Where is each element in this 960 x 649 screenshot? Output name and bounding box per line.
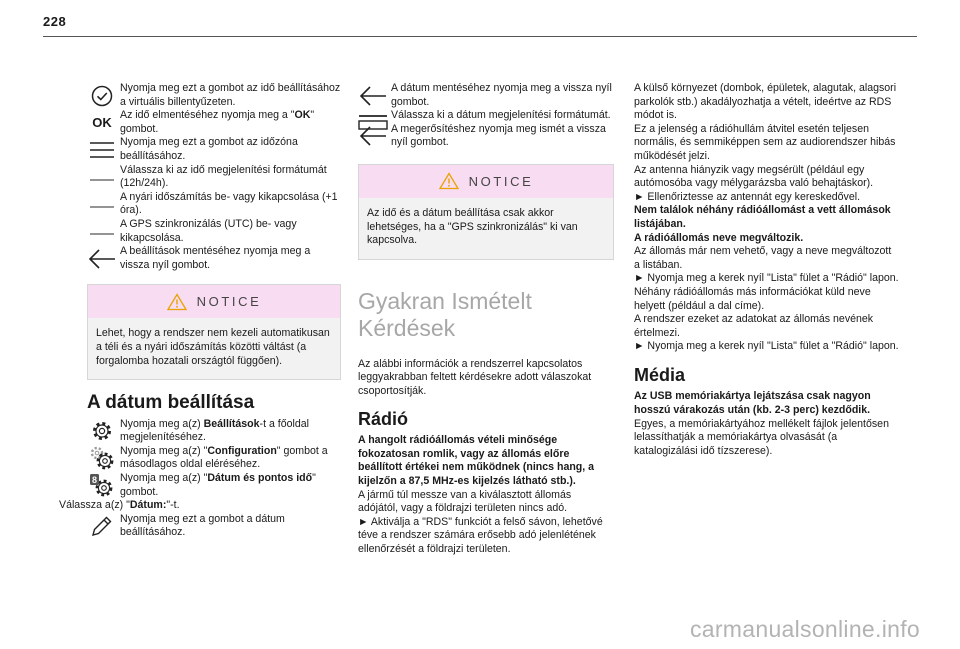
notice-text: Az idő és a dátum beállítása csak akkor lehetséges, ha a "GPS szinkronizálás" ki van kapcsolva. (367, 206, 578, 247)
media-question: Az USB memóriakártya lejátszása csak nagyon hosszú várakozás után (kb. 2-3 perc) kezdődik. (634, 390, 871, 417)
back-arrow-icon (358, 82, 388, 109)
instruction-text: Nyomja meg ezt a gombot az időzóna beállításához. (120, 136, 298, 162)
step-row (87, 418, 341, 445)
back-arrow-icon (87, 245, 117, 272)
column-2 (358, 82, 614, 556)
step-text: Nyomja meg ezt a gombot a dátum beállításához. (120, 512, 285, 539)
watermark[interactable]: carmanualsonline.info (689, 616, 920, 642)
instruction-text: Nyomja meg ezt a gombot az idő beállításához a virtuális billentyűzeten. (120, 82, 341, 108)
svg-text:8: 8 (91, 474, 98, 485)
paragraph: Néhány rádióállomás más információkat küld neve helyett (például a dal címe). (634, 285, 871, 312)
line-icon (87, 191, 117, 218)
instruction-row (358, 109, 614, 123)
warning-icon (167, 293, 187, 311)
column-1 (59, 82, 341, 540)
step-row (87, 445, 341, 472)
paragraph: A rendszer ezeket az adatokat az állomás nevének értelmezi. (634, 313, 874, 339)
notice-title: NOTICE (196, 294, 262, 310)
gear-icon (87, 418, 117, 445)
pencil-icon (87, 513, 117, 540)
instruction-text: A nyári időszámítás be- vagy kikapcsolása (+1 óra). (120, 190, 338, 217)
instruction-row (87, 245, 341, 272)
select-instruction: Válassza a(z) "Dátum:"-t. (59, 499, 180, 512)
header-divider (43, 36, 917, 37)
notice-text: Lehet, hogy a rendszer nem kezeli automatikusan a téli és a nyári időszámítás közötti váltást (a forgalomba hozatali országtól függően). (96, 327, 330, 367)
warning-icon (439, 172, 459, 190)
check-circle-icon (87, 82, 117, 109)
line-icon (87, 218, 117, 245)
instruction-text: Válassza ki a dátum megjelenítési formátumát. (391, 109, 611, 122)
instruction-text: A GPS szinkronizálás (UTC) be- vagy kikapcsolása. (120, 217, 297, 244)
step-text: Nyomja meg a(z) "Configuration" gombot a másodlagos oldal eléréséhez. (120, 444, 328, 471)
step-text: Nyomja meg a(z) "Dátum és pontos idő" gombot. (120, 472, 316, 498)
column-3 (634, 82, 900, 458)
instruction-text: Az idő elmentéséhez nyomja meg a "OK" gombot. (120, 109, 315, 135)
paragraph: Az állomás már nem vehető, vagy a neve megváltozott a listában. (634, 245, 892, 271)
instruction-row (87, 109, 341, 136)
gears-icon (87, 445, 117, 472)
notice-box (87, 284, 341, 380)
paragraph: ► Nyomja meg a kerek nyíl "Lista" fület a "Rádió" lapon. (634, 272, 899, 285)
question: Nem találok néhány rádióállomást a vett állomások listájában. (634, 204, 891, 230)
radio-title: Rádió (358, 408, 409, 429)
media-title: Média (634, 364, 686, 385)
instruction-text: A beállítások mentéséhez nyomja meg a vissza nyíl gombot. (120, 245, 311, 271)
paragraph: ► Nyomja meg a kerek nyíl "Lista" fület a "Rádió" lapon. (634, 340, 899, 353)
notice-header (359, 165, 613, 198)
instruction-row (87, 191, 341, 218)
instruction-row (87, 164, 341, 191)
instruction-text: Válassza ki az idő megjelenítési formátumát (12h/24h). (120, 163, 327, 190)
notice-box (358, 164, 614, 260)
instruction-text: A megerősítéshez nyomja meg ismét a vissza nyíl gombot. (391, 122, 606, 149)
line-icon (87, 164, 117, 191)
step-row (87, 472, 341, 499)
notice-title: NOTICE (468, 173, 534, 189)
radio-answer-step: ► Aktiválja a "RDS" funkciót a felső sávon, lehetővé téve a rendszer számára erősebb adó jelenlétének ellenőrzését a földrajzi területen. (358, 515, 603, 555)
step-text: Nyomja meg a(z) Beállítások-t a főoldal megjelenítéséhez. (120, 417, 310, 444)
step-row (87, 513, 341, 540)
media-answer: Egyes, a memóriakártyához mellékelt fájlok jelentősen lelassíthatják a memóriakártya olvasását (a katalogizálási idő tízszerese). (634, 417, 889, 457)
radio-answer: A jármű túl messze van a kiválasztott állomás adójától, vagy a földrajzi területen nincs adó. (358, 488, 572, 515)
instruction-row (358, 123, 614, 150)
paragraph: Ez a jelenség a rádióhullám átvitel esetén teljesen normális, és semmiképpen sem az audiorendszer hibás működését jelzi. (634, 122, 896, 162)
menu-icon (87, 136, 117, 163)
faq-title: Gyakran Ismételt Kérdések (358, 287, 532, 341)
paragraph: Az antenna hiányzik vagy megsérült (például egy autómosóba vagy mélygarázsba való behajtáskor). (634, 163, 874, 190)
instruction-row (87, 218, 341, 245)
instruction-row (87, 82, 341, 109)
question: A rádióállomás neve megváltozik. (634, 231, 804, 244)
instruction-text: A dátum mentéséhez nyomja meg a vissza nyíl gombot. (391, 82, 612, 108)
instruction-row (87, 136, 341, 163)
numbered-gear-icon (87, 472, 117, 499)
section-title: A dátum beállítása (87, 392, 255, 414)
radio-question: A hangolt rádióállomás vételi minősége fokozatosan romlik, vagy az állomás előre beállított értékei nem működnek (nincs hang, a kijelzőn a 87,5 MHz-es kijelzés látható stb.). (358, 434, 595, 487)
notice-header (88, 285, 340, 318)
instruction-row (358, 82, 614, 109)
paragraph: ► Ellenőriztesse az antennát egy kereskedővel. (634, 190, 861, 203)
back-arrow-icon (358, 123, 388, 150)
ok-label: OK (92, 114, 112, 130)
faq-intro: Az alábbi információk a rendszerrel kapcsolatos leggyakrabban feltett kérdésekre adott válaszokat csoportosítják. (358, 357, 592, 397)
paragraph: A külső környezet (dombok, épületek, alagutak, alagsori parkolók stb.) akadályozhatja a vételt, ideértve az RDS módot is. (634, 82, 897, 122)
page-number: 228 (43, 14, 67, 29)
